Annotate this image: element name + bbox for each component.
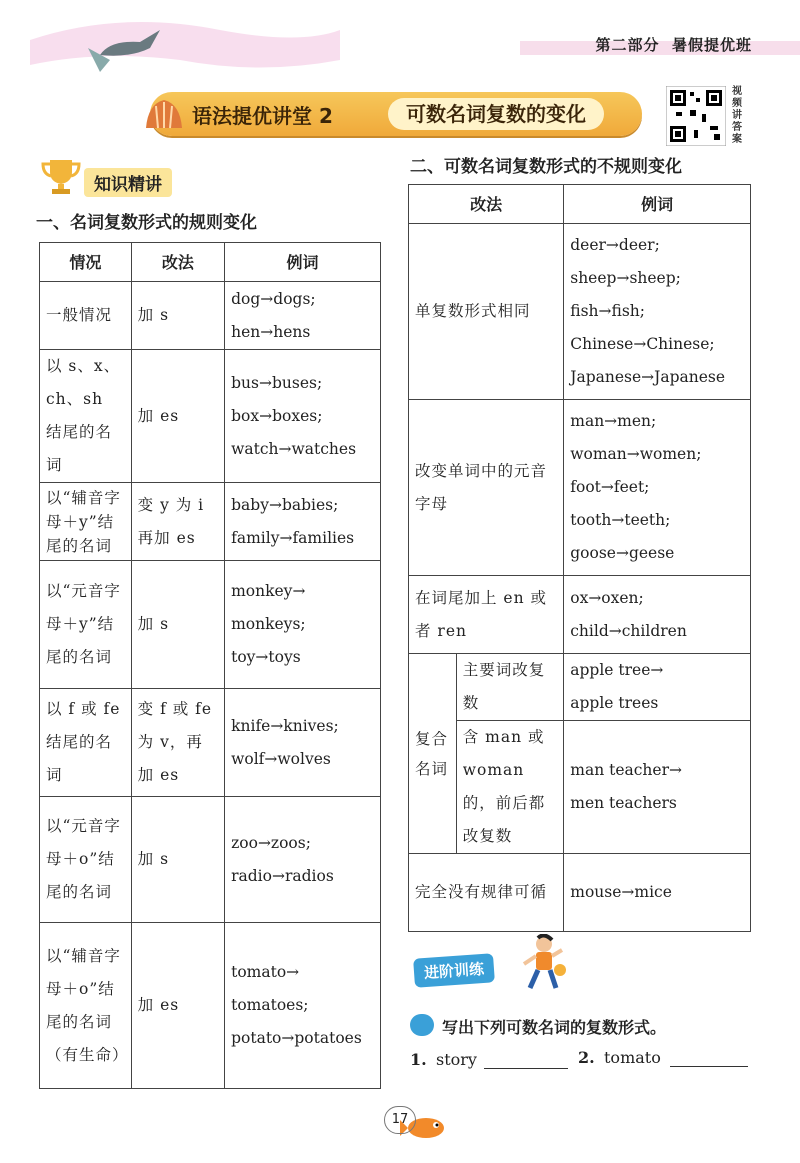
examples-cell: knife→knives; wolf→wolves <box>225 689 381 797</box>
case-cell: 以“元音字母＋o”结尾的名词 <box>40 797 132 923</box>
method-cell: 加 s <box>131 797 224 923</box>
table-row <box>409 576 751 654</box>
table-row <box>40 483 381 561</box>
examples-cell: tomato→ tomatoes; potato→potatoes <box>225 923 381 1089</box>
lesson-topic: 可数名词复数的变化 <box>388 98 604 130</box>
table-row <box>40 797 381 923</box>
table-row <box>409 654 751 721</box>
examples-cell: monkey→ monkeys; toy→toys <box>225 561 381 689</box>
answer-blank[interactable] <box>484 1068 568 1069</box>
qr-label: 视频讲答案 <box>732 86 742 145</box>
answer-blank[interactable] <box>670 1066 748 1067</box>
case-cell: 以“辅音字母＋o”结尾的名词（有生命） <box>40 923 132 1089</box>
table-header-row <box>40 243 381 282</box>
method-cell: 单复数形式相同 <box>409 224 564 400</box>
table-row <box>40 350 381 483</box>
case-cell: 以“辅音字母＋y”结尾的名词 <box>40 483 132 561</box>
examples-cell: mouse→mice <box>564 854 751 932</box>
header-section: 第二部分 暑假提优班 <box>595 36 752 54</box>
right-section-heading: 二、可数名词复数形式的不规则变化 <box>410 157 682 177</box>
exercise-marker-icon <box>410 1014 434 1036</box>
method-cell: 含 man 或 woman 的，前后都改复数 <box>456 721 564 854</box>
column-header: 例词 <box>564 185 751 224</box>
runner-icon <box>520 934 566 996</box>
trophy-icon <box>40 156 82 196</box>
table-row <box>409 400 751 576</box>
practice-badge: 进阶训练 <box>413 953 495 988</box>
qr-code-icon[interactable] <box>666 86 726 146</box>
table-row <box>409 721 751 854</box>
shell-icon <box>142 94 186 134</box>
table-row <box>40 282 381 350</box>
column-header: 情况 <box>40 243 132 282</box>
case-cell: 以 s、x、ch、sh 结尾的名词 <box>40 350 132 483</box>
knowledge-badge: 知识精讲 <box>84 168 172 197</box>
method-cell: 加 s <box>131 282 224 350</box>
case-cell: 以 f 或 fe 结尾的名词 <box>40 689 132 797</box>
method-cell: 加 es <box>131 923 224 1089</box>
examples-cell: baby→babies; family→families <box>225 483 381 561</box>
column-header: 例词 <box>225 243 381 282</box>
compound-label-cell: 复合名词 <box>409 654 457 854</box>
method-cell: 主要词改复数 <box>456 654 564 721</box>
examples-cell: ox→oxen; child→children <box>564 576 751 654</box>
item-word: tomato <box>604 1048 661 1067</box>
item-number: 1. <box>410 1050 427 1069</box>
exercise-instruction: 写出下列可数名词的复数形式。 <box>442 1018 667 1037</box>
item-word: story <box>436 1050 477 1069</box>
column-header: 改法 <box>409 185 564 224</box>
table-row <box>40 561 381 689</box>
left-section-heading: 一、名词复数形式的规则变化 <box>36 213 257 233</box>
irregular-plural-table <box>408 184 751 932</box>
examples-cell: dog→dogs; hen→hens <box>225 282 381 350</box>
method-cell: 加 s <box>131 561 224 689</box>
examples-cell: man→men; woman→women; foot→feet; tooth→teeth; goose→geese <box>564 400 751 576</box>
page-number: 17 <box>384 1106 416 1134</box>
item-number: 2. <box>578 1048 595 1067</box>
method-cell: 在词尾加上 en 或者 ren <box>409 576 564 654</box>
examples-cell: apple tree→ apple trees <box>564 654 751 721</box>
examples-cell: deer→deer; sheep→sheep; fish→fish; Chinese→Chinese; Japanese→Japanese <box>564 224 751 400</box>
table-row <box>409 224 751 400</box>
examples-cell: zoo→zoos; radio→radios <box>225 797 381 923</box>
column-header: 改法 <box>131 243 224 282</box>
table-row <box>40 689 381 797</box>
table-row <box>409 854 751 932</box>
examples-cell: man teacher→ men teachers <box>564 721 751 854</box>
method-cell: 加 es <box>131 350 224 483</box>
method-cell: 变 f 或 fe 为 v，再加 es <box>131 689 224 797</box>
table-row <box>40 923 381 1089</box>
case-cell: 以“元音字母＋y”结尾的名词 <box>40 561 132 689</box>
method-cell: 改变单词中的元音字母 <box>409 400 564 576</box>
method-cell: 完全没有规律可循 <box>409 854 564 932</box>
case-cell: 一般情况 <box>40 282 132 350</box>
method-cell: 变 y 为 i 再加 es <box>131 483 224 561</box>
examples-cell: bus→buses; box→boxes; watch→watches <box>225 350 381 483</box>
lesson-title: 语法提优讲堂 2 <box>192 104 333 128</box>
regular-plural-table <box>39 242 381 1089</box>
table-header-row <box>409 185 751 224</box>
